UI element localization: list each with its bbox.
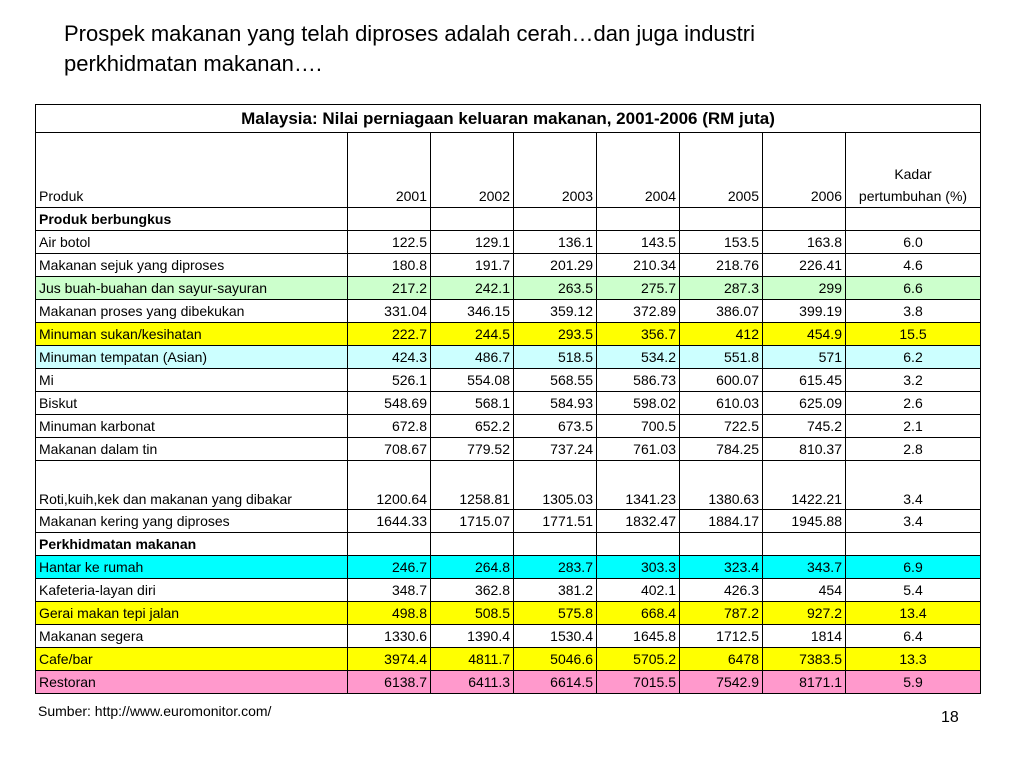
value-cell: 4811.7	[431, 648, 514, 671]
value-cell: 526.1	[348, 369, 431, 392]
value-cell: 1341.23	[597, 461, 680, 510]
empty-cell	[348, 208, 431, 231]
growth-rate-cell: 2.6	[846, 392, 981, 415]
value-cell: 359.12	[514, 300, 597, 323]
value-cell: 386.07	[680, 300, 763, 323]
product-name: Kafeteria-layan diri	[36, 579, 348, 602]
value-cell: 6138.7	[348, 671, 431, 694]
growth-rate-cell: 6.2	[846, 346, 981, 369]
value-cell: 356.7	[597, 323, 680, 346]
table-row	[36, 346, 981, 369]
product-name: Minuman sukan/kesihatan	[36, 323, 348, 346]
table-row	[36, 369, 981, 392]
empty-cell	[597, 533, 680, 556]
product-name: Minuman karbonat	[36, 415, 348, 438]
empty-cell	[348, 533, 431, 556]
value-cell: 810.37	[763, 438, 846, 461]
value-cell: 5046.6	[514, 648, 597, 671]
value-cell: 287.3	[680, 277, 763, 300]
value-cell: 584.93	[514, 392, 597, 415]
value-cell: 303.3	[597, 556, 680, 579]
table-header-row	[36, 133, 981, 208]
table-row	[36, 231, 981, 254]
value-cell: 1771.51	[514, 510, 597, 533]
value-cell: 372.89	[597, 300, 680, 323]
product-name: Mi	[36, 369, 348, 392]
value-cell: 217.2	[348, 277, 431, 300]
value-cell: 6614.5	[514, 671, 597, 694]
value-cell: 331.04	[348, 300, 431, 323]
slide-heading	[64, 19, 964, 79]
header-2003: 2003	[514, 133, 597, 208]
growth-rate-cell: 5.9	[846, 671, 981, 694]
value-cell: 779.52	[431, 438, 514, 461]
value-cell: 1200.64	[348, 461, 431, 510]
value-cell: 1422.21	[763, 461, 846, 510]
empty-cell	[514, 208, 597, 231]
value-cell: 571	[763, 346, 846, 369]
product-name: Jus buah-buahan dan sayur-sayuran	[36, 277, 348, 300]
growth-rate-cell: 2.8	[846, 438, 981, 461]
value-cell: 1945.88	[763, 510, 846, 533]
value-cell: 3974.4	[348, 648, 431, 671]
growth-rate-cell: 5.4	[846, 579, 981, 602]
table-row	[36, 254, 981, 277]
value-cell: 700.5	[597, 415, 680, 438]
product-name: Makanan sejuk yang diproses	[36, 254, 348, 277]
value-cell: 1644.33	[348, 510, 431, 533]
value-cell: 129.1	[431, 231, 514, 254]
heading-line-1: Prospek makanan yang telah diproses adalah cerah…dan juga industri	[64, 21, 755, 46]
value-cell: 136.1	[514, 231, 597, 254]
value-cell: 210.34	[597, 254, 680, 277]
value-cell: 518.5	[514, 346, 597, 369]
empty-cell	[846, 533, 981, 556]
value-cell: 1645.8	[597, 625, 680, 648]
source-note: Sumber: http://www.euromonitor.com/	[38, 703, 272, 719]
value-cell: 5705.2	[597, 648, 680, 671]
value-cell: 1832.47	[597, 510, 680, 533]
table-row	[36, 323, 981, 346]
growth-rate-cell: 13.3	[846, 648, 981, 671]
value-cell: 424.3	[348, 346, 431, 369]
growth-rate-cell: 2.1	[846, 415, 981, 438]
table-row	[36, 438, 981, 461]
value-cell: 1712.5	[680, 625, 763, 648]
value-cell: 180.8	[348, 254, 431, 277]
value-cell: 201.29	[514, 254, 597, 277]
empty-cell	[514, 533, 597, 556]
heading-line-2: perkhidmatan makanan….	[64, 51, 323, 76]
empty-cell	[431, 533, 514, 556]
value-cell: 625.09	[763, 392, 846, 415]
growth-rate-cell: 15.5	[846, 323, 981, 346]
value-cell: 737.24	[514, 438, 597, 461]
section-row	[36, 208, 981, 231]
header-2006: 2006	[763, 133, 846, 208]
value-cell: 927.2	[763, 602, 846, 625]
empty-cell	[680, 533, 763, 556]
value-cell: 673.5	[514, 415, 597, 438]
value-cell: 1390.4	[431, 625, 514, 648]
product-name: Hantar ke rumah	[36, 556, 348, 579]
section-row	[36, 533, 981, 556]
value-cell: 761.03	[597, 438, 680, 461]
empty-cell	[431, 208, 514, 231]
product-name: Restoran	[36, 671, 348, 694]
value-cell: 1884.17	[680, 510, 763, 533]
value-cell: 454.9	[763, 323, 846, 346]
value-cell: 242.1	[431, 277, 514, 300]
growth-rate-cell: 6.6	[846, 277, 981, 300]
value-cell: 381.2	[514, 579, 597, 602]
value-cell: 1814	[763, 625, 846, 648]
value-cell: 722.5	[680, 415, 763, 438]
value-cell: 454	[763, 579, 846, 602]
header-2004: 2004	[597, 133, 680, 208]
product-name: Makanan dalam tin	[36, 438, 348, 461]
product-name: Biskut	[36, 392, 348, 415]
value-cell: 575.8	[514, 602, 597, 625]
value-cell: 486.7	[431, 346, 514, 369]
value-cell: 226.41	[763, 254, 846, 277]
empty-cell	[846, 208, 981, 231]
table-title-row	[36, 105, 981, 133]
value-cell: 275.7	[597, 277, 680, 300]
value-cell: 598.02	[597, 392, 680, 415]
value-cell: 551.8	[680, 346, 763, 369]
header-2001: 2001	[348, 133, 431, 208]
header-2002: 2002	[431, 133, 514, 208]
value-cell: 153.5	[680, 231, 763, 254]
product-name: Roti,kuih,kek dan makanan yang dibakar	[36, 461, 348, 510]
value-cell: 7015.5	[597, 671, 680, 694]
section-label: Perkhidmatan makanan	[36, 533, 348, 556]
page-number: 18	[941, 709, 959, 726]
growth-rate-cell: 3.8	[846, 300, 981, 323]
product-name: Cafe/bar	[36, 648, 348, 671]
table-row	[36, 671, 981, 694]
table-row	[36, 277, 981, 300]
value-cell: 600.07	[680, 369, 763, 392]
growth-rate-cell: 6.0	[846, 231, 981, 254]
empty-cell	[763, 533, 846, 556]
section-label: Produk berbungkus	[36, 208, 348, 231]
value-cell: 508.5	[431, 602, 514, 625]
header-kadar-pertumbuhan	[846, 133, 981, 208]
table-row	[36, 579, 981, 602]
value-cell: 263.5	[514, 277, 597, 300]
value-cell: 222.7	[348, 323, 431, 346]
value-cell: 1258.81	[431, 461, 514, 510]
header-2005: 2005	[680, 133, 763, 208]
header-produk: Produk	[36, 133, 348, 208]
value-cell: 548.69	[348, 392, 431, 415]
growth-rate-cell: 13.4	[846, 602, 981, 625]
value-cell: 1380.63	[680, 461, 763, 510]
empty-cell	[763, 208, 846, 231]
value-cell: 323.4	[680, 556, 763, 579]
value-cell: 343.7	[763, 556, 846, 579]
value-cell: 402.1	[597, 579, 680, 602]
value-cell: 218.76	[680, 254, 763, 277]
product-name: Makanan kering yang diproses	[36, 510, 348, 533]
value-cell: 7542.9	[680, 671, 763, 694]
growth-rate-cell: 3.4	[846, 461, 981, 510]
product-name: Makanan segera	[36, 625, 348, 648]
value-cell: 122.5	[348, 231, 431, 254]
value-cell: 586.73	[597, 369, 680, 392]
growth-rate-cell: 6.9	[846, 556, 981, 579]
value-cell: 1530.4	[514, 625, 597, 648]
empty-cell	[680, 208, 763, 231]
growth-rate-cell: 6.4	[846, 625, 981, 648]
header-pertumbuhan: pertumbuhan (%)	[858, 188, 968, 204]
value-cell: 293.5	[514, 323, 597, 346]
value-cell: 787.2	[680, 602, 763, 625]
table-row	[36, 625, 981, 648]
growth-rate-cell: 4.6	[846, 254, 981, 277]
value-cell: 784.25	[680, 438, 763, 461]
value-cell: 346.15	[431, 300, 514, 323]
value-cell: 191.7	[431, 254, 514, 277]
table-row	[36, 556, 981, 579]
table-row	[36, 648, 981, 671]
value-cell: 668.4	[597, 602, 680, 625]
value-cell: 6411.3	[431, 671, 514, 694]
table-row	[36, 300, 981, 323]
table-title: Malaysia: Nilai perniagaan keluaran makanan, 2001-2006 (RM juta)	[36, 105, 981, 133]
value-cell: 399.19	[763, 300, 846, 323]
value-cell: 163.8	[763, 231, 846, 254]
value-cell: 244.5	[431, 323, 514, 346]
value-cell: 7383.5	[763, 648, 846, 671]
product-name: Minuman tempatan (Asian)	[36, 346, 348, 369]
value-cell: 615.45	[763, 369, 846, 392]
value-cell: 348.7	[348, 579, 431, 602]
value-cell: 283.7	[514, 556, 597, 579]
value-cell: 708.67	[348, 438, 431, 461]
value-cell: 6478	[680, 648, 763, 671]
value-cell: 498.8	[348, 602, 431, 625]
value-cell: 362.8	[431, 579, 514, 602]
table-row	[36, 461, 981, 510]
value-cell: 1330.6	[348, 625, 431, 648]
value-cell: 1305.03	[514, 461, 597, 510]
value-cell: 1715.07	[431, 510, 514, 533]
table-row	[36, 392, 981, 415]
value-cell: 534.2	[597, 346, 680, 369]
value-cell: 8171.1	[763, 671, 846, 694]
value-cell: 412	[680, 323, 763, 346]
table-row	[36, 510, 981, 533]
value-cell: 672.8	[348, 415, 431, 438]
header-kadar: Kadar	[894, 166, 932, 182]
value-cell: 610.03	[680, 392, 763, 415]
growth-rate-cell: 3.2	[846, 369, 981, 392]
product-name: Gerai makan tepi jalan	[36, 602, 348, 625]
product-name: Makanan proses yang dibekukan	[36, 300, 348, 323]
value-cell: 554.08	[431, 369, 514, 392]
value-cell: 652.2	[431, 415, 514, 438]
value-cell: 745.2	[763, 415, 846, 438]
value-cell: 264.8	[431, 556, 514, 579]
empty-cell	[597, 208, 680, 231]
table-row	[36, 602, 981, 625]
value-cell: 299	[763, 277, 846, 300]
value-cell: 246.7	[348, 556, 431, 579]
food-sales-table	[35, 104, 981, 694]
value-cell: 568.55	[514, 369, 597, 392]
value-cell: 568.1	[431, 392, 514, 415]
value-cell: 143.5	[597, 231, 680, 254]
growth-rate-cell: 3.4	[846, 510, 981, 533]
product-name: Air botol	[36, 231, 348, 254]
value-cell: 426.3	[680, 579, 763, 602]
table-row	[36, 415, 981, 438]
